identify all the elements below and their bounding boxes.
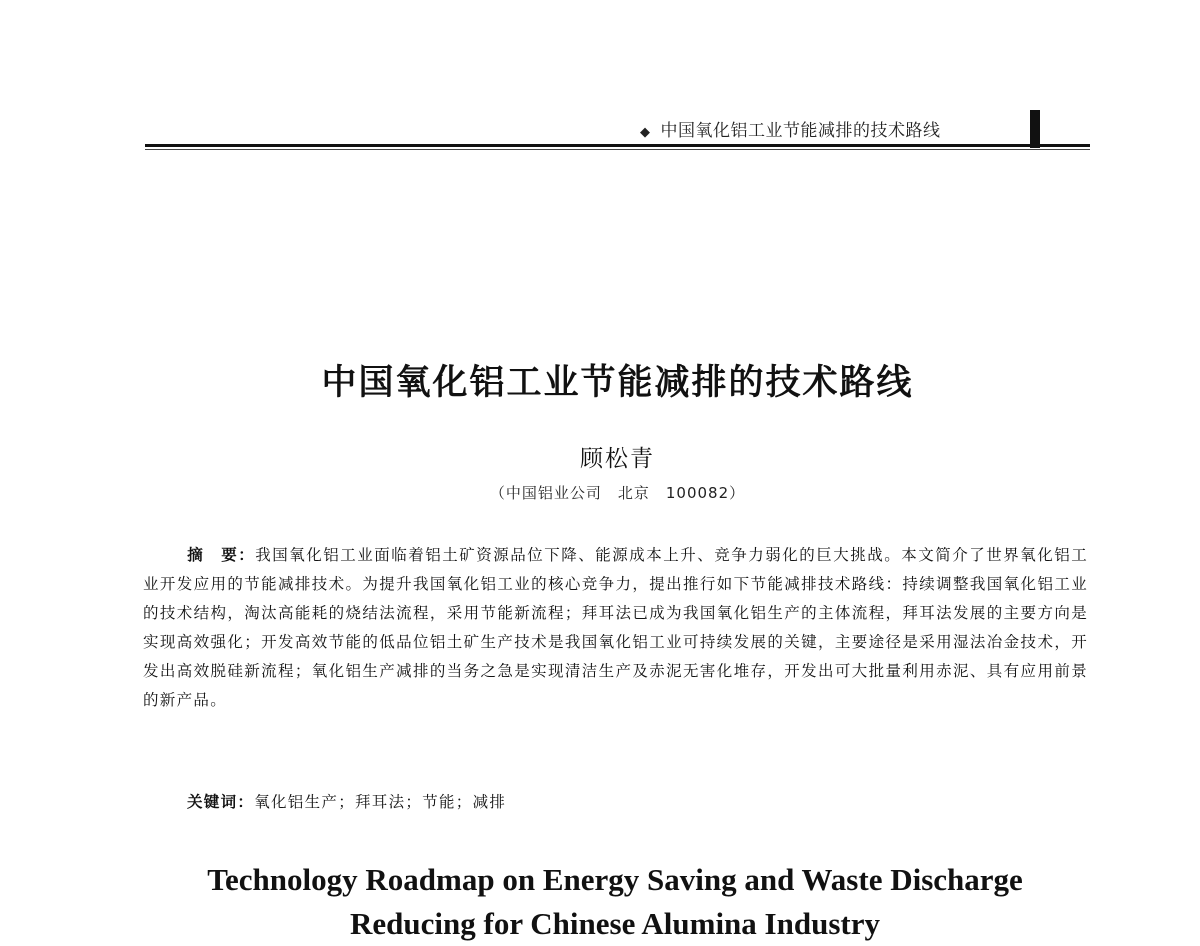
keywords-text: 氧化铝生产；拜耳法；节能；减排 [254,793,507,811]
header-rule-thin [145,149,1090,150]
diamond-bullet-icon: ◆ [640,125,651,140]
keywords-label: 关键词： [187,793,255,811]
keywords [187,790,506,812]
paper-title: 中国氧化铝工业节能减排的技术路线 [321,363,914,403]
running-header-text: 中国氧化铝工业节能减排的技术路线 [660,121,941,141]
english-title-line1: Technology Roadmap on Energy Saving and Waste Discharge [207,862,1023,897]
abstract [143,541,1088,715]
abstract-text: 我国氧化铝工业面临着铝土矿资源品位下降、能源成本上升、竞争力弱化的巨大挑战。本文简介了世界氧化铝工业开发应用的节能减排技术。为提升我国氧化铝工业的核心竞争力，提出推行如下节能减排技术路线：持续调整我国氧化铝工业的技术结构，淘汰高能耗的烧结法流程，采用节能新流程；拜耳法已成为我国氧化铝生产的主体流程，拜耳法发展的主要方向是实现高效强化；开发高效节能的低品位铝土矿生产技术是我国氧化铝工业可持续发展的关键，主要途径是采用湿法冶金技术，开发出高效脱硅新流程；氧化铝生产减排的当务之急是实现清洁生产及赤泥无害化堆存，开发出可大批量利用赤泥、具有应用前景的新产品。 [143,546,1089,709]
english-title [0,858,1200,946]
header-rule [145,144,1090,147]
header-page-mark [1030,110,1040,148]
abstract-label: 摘 要： [187,546,256,564]
running-header [640,116,941,141]
author-affiliation: （中国铝业公司 北京 100082） [489,484,746,502]
english-title-line2: Reducing for Chinese Alumina Industry [350,906,880,941]
author-name: 顾松青 [580,446,655,472]
